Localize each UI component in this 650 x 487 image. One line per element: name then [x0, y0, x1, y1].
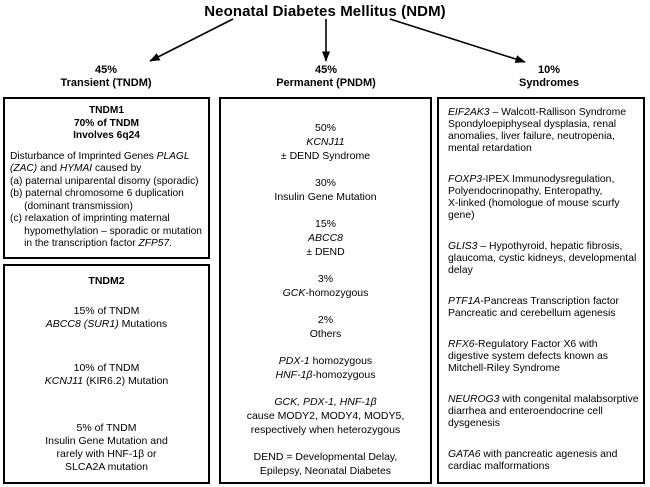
text-segment: Mutations	[118, 318, 168, 330]
arrow-to-syndromes-icon	[390, 19, 525, 62]
text-line	[9, 461, 204, 474]
text-segment: ABCC8	[307, 232, 343, 244]
text-segment: (c) relaxation of imprinting maternal	[10, 213, 170, 224]
text-segment: and	[37, 163, 60, 174]
branch-percent: 45%	[94, 64, 118, 76]
text-line	[225, 450, 426, 464]
text-line	[448, 253, 641, 265]
branch-name: Syndromes	[519, 77, 579, 89]
text-segment: -homozygous	[312, 369, 376, 381]
text-group	[448, 107, 641, 155]
text-segment: respectively when heterozygous	[250, 424, 401, 436]
text-line	[225, 217, 426, 231]
text-line	[9, 318, 204, 331]
text-segment: FOXP3	[448, 174, 483, 185]
text-line	[10, 226, 203, 239]
text-segment: Polyendocrinopathy, Enteropathy,	[448, 186, 603, 197]
text-line	[448, 406, 641, 418]
branch-name: Transient (TNDM)	[60, 77, 152, 89]
text-segment: Epilepsy, Neonatal Diabetes	[259, 465, 392, 477]
arrow-to-tndm-icon	[150, 19, 233, 61]
text-line	[448, 265, 641, 277]
text-segment: in the transcription factor	[10, 238, 139, 249]
text-line	[225, 395, 426, 409]
text-line	[9, 375, 204, 388]
text-segment: ± DEND	[306, 246, 345, 258]
text-line	[225, 231, 426, 245]
branch-label-syndromes	[449, 64, 649, 90]
text-segment: -Pancreas Transcription factor	[480, 296, 619, 307]
text-segment: Insulin Gene Mutation and	[45, 435, 168, 447]
text-segment: 3%	[317, 273, 334, 285]
text-segment: PDX-1	[278, 355, 310, 367]
text-group	[9, 275, 204, 288]
text-segment: gene)	[448, 210, 475, 221]
text-segment: KCNJ11	[306, 136, 345, 148]
text-line	[448, 308, 641, 320]
syndromes-box	[437, 97, 645, 484]
text-segment: PLAGL	[156, 150, 190, 162]
text-line	[225, 423, 426, 437]
tndm2-box	[3, 264, 210, 484]
text-segment: SLCA2A mutation	[65, 461, 148, 473]
text-segment: dysgenesis	[448, 418, 500, 429]
text-line	[225, 368, 426, 382]
text-segment: Involves 6q24	[73, 130, 140, 141]
text-line	[10, 118, 203, 131]
text-line	[9, 275, 204, 288]
text-segment: with pancreatic agenesis and	[480, 449, 618, 460]
text-segment: ABCC8 (SUR1)	[45, 318, 119, 330]
text-line	[10, 188, 203, 201]
text-line	[448, 461, 641, 473]
text-line	[448, 394, 641, 406]
text-segment: 50%	[314, 122, 336, 134]
text-line	[9, 435, 204, 448]
text-line	[225, 121, 426, 135]
text-segment: -homozygous	[305, 287, 369, 299]
text-line	[448, 174, 641, 186]
text-group	[448, 241, 641, 277]
text-segment: anomalies, liver failure, neutropenia,	[448, 131, 615, 142]
text-line	[225, 245, 426, 259]
text-group	[9, 422, 204, 474]
text-segment: 10% of TNDM	[73, 362, 140, 374]
text-group	[9, 362, 204, 388]
text-segment: -IPEX Immunodysregulation,	[482, 174, 615, 185]
text-line	[225, 135, 426, 149]
text-segment: – Hypothyroid, hepatic fibrosis,	[477, 241, 623, 252]
text-line	[10, 238, 203, 251]
text-line	[10, 201, 203, 214]
text-line	[10, 163, 203, 176]
text-segment: Others	[309, 328, 342, 340]
branch-label-tndm	[6, 64, 206, 90]
text-group	[448, 296, 641, 320]
text-group	[225, 450, 426, 478]
text-segment: ± DEND Syndrome	[280, 150, 371, 162]
text-line	[448, 241, 641, 253]
text-segment: X-linked (homologue of mouse scurfy	[448, 198, 620, 209]
tndm1-box	[3, 97, 210, 259]
text-group	[225, 313, 426, 341]
text-segment: homozygous	[309, 355, 373, 367]
text-segment: (ZAC)	[10, 163, 38, 174]
text-segment: RFX6	[448, 339, 475, 350]
text-group	[225, 217, 426, 259]
text-segment: ZFP57	[138, 238, 170, 249]
text-line	[448, 351, 641, 363]
text-segment: mental retardation	[448, 143, 532, 154]
text-line	[9, 362, 204, 375]
text-line	[225, 464, 426, 478]
text-group	[10, 151, 203, 251]
text-line	[9, 305, 204, 318]
text-group	[448, 174, 641, 222]
text-group	[225, 176, 426, 204]
text-line	[448, 198, 641, 210]
text-line	[448, 107, 641, 119]
text-segment: (KIR6.2) Mutation	[83, 375, 169, 387]
text-line	[448, 143, 641, 155]
text-segment: 70% of TNDM	[73, 117, 140, 129]
branch-label-pndm	[226, 64, 426, 90]
text-group	[225, 354, 426, 382]
text-segment: KCNJ11	[44, 375, 84, 387]
text-segment: Disturbance of Imprinted Genes	[10, 150, 157, 162]
text-segment: 15%	[314, 218, 336, 230]
branch-name: Permanent (PNDM)	[276, 77, 376, 89]
text-line	[225, 272, 426, 286]
text-segment: Pancreatic and cerebellum agenesis	[448, 308, 616, 319]
branch-percent: 10%	[537, 64, 561, 76]
text-segment: cause MODY2, MODY4, MODY5,	[246, 410, 405, 422]
text-line	[10, 176, 203, 189]
text-segment: hypomethylation – sporadic or mutation	[10, 225, 202, 237]
text-segment: glaucoma, cystic kidneys, developmental	[448, 253, 637, 264]
text-segment: Mitchell-Riley Syndrome	[448, 363, 561, 374]
text-line	[225, 354, 426, 368]
text-segment: – Walcott-Rallison Syndrome	[489, 107, 627, 118]
text-line	[10, 130, 203, 143]
text-segment: cardiac malformations	[448, 461, 550, 472]
text-segment: Spondyloepiphyseal dysplasia, renal	[448, 119, 617, 130]
text-segment: (dominant transmission)	[10, 200, 133, 212]
text-line	[9, 448, 204, 461]
text-segment: GATA6	[448, 449, 481, 460]
text-line	[225, 286, 426, 300]
text-line	[10, 213, 203, 226]
text-segment: with congenital malabsorptive	[499, 394, 639, 405]
text-line	[225, 176, 426, 190]
text-group	[225, 395, 426, 437]
text-line	[225, 327, 426, 341]
text-line	[225, 190, 426, 204]
text-segment: (b) paternal chromosome 6 duplication	[10, 188, 184, 199]
text-line	[225, 149, 426, 163]
text-line	[10, 151, 203, 164]
text-group	[448, 339, 641, 375]
text-segment: 15% of TNDM	[73, 305, 140, 317]
text-segment: (a) paternal uniparental disomy (sporadic)	[10, 175, 199, 187]
text-segment: Insulin Gene Mutation	[274, 191, 377, 203]
text-segment: 5% of TNDM	[76, 422, 137, 434]
text-line	[10, 105, 203, 118]
text-line	[225, 313, 426, 327]
diagram-title: Neonatal Diabetes Mellitus (NDM)	[204, 3, 446, 20]
text-segment: NEUROG3	[448, 394, 500, 405]
text-group	[9, 305, 204, 331]
text-line	[448, 131, 641, 143]
text-line	[448, 296, 641, 308]
text-segment: 30%	[314, 177, 336, 189]
pndm-box	[219, 97, 432, 484]
text-line	[448, 363, 641, 375]
text-line	[448, 186, 641, 198]
text-segment: DEND = Developmental Delay,	[253, 451, 398, 463]
text-group	[225, 272, 426, 300]
text-line	[448, 418, 641, 430]
text-group	[448, 394, 641, 430]
text-line	[448, 449, 641, 461]
text-segment: HNF-1β	[275, 369, 313, 381]
text-segment: 2%	[317, 314, 334, 326]
text-segment: GLIS3	[448, 241, 478, 252]
text-segment: PTF1A	[448, 296, 481, 307]
text-segment: EIF2AK3	[448, 107, 490, 118]
text-line	[225, 409, 426, 423]
text-line	[448, 339, 641, 351]
text-segment: TNDM2	[88, 275, 125, 287]
text-group	[10, 105, 203, 143]
text-line	[448, 210, 641, 222]
text-group	[225, 121, 426, 163]
text-segment: -Regulatory Factor X6 with	[474, 339, 598, 350]
text-line	[9, 422, 204, 435]
text-segment: .	[169, 238, 172, 249]
text-segment: caused by	[92, 163, 142, 174]
text-segment: rarely with HNF-1β or	[56, 448, 157, 460]
text-group	[448, 449, 641, 473]
text-segment: delay	[448, 265, 473, 276]
text-segment: diarrhea and enteroendocrine cell	[448, 406, 603, 417]
text-segment: HYMAI	[59, 163, 93, 174]
text-segment: TNDM1	[88, 105, 125, 116]
branch-percent: 45%	[314, 64, 338, 76]
text-segment: GCK	[282, 287, 306, 299]
text-segment: digestive system defects known as	[448, 351, 608, 362]
text-segment: GCK, PDX-1, HNF-1β	[274, 396, 377, 408]
text-line	[448, 119, 641, 131]
